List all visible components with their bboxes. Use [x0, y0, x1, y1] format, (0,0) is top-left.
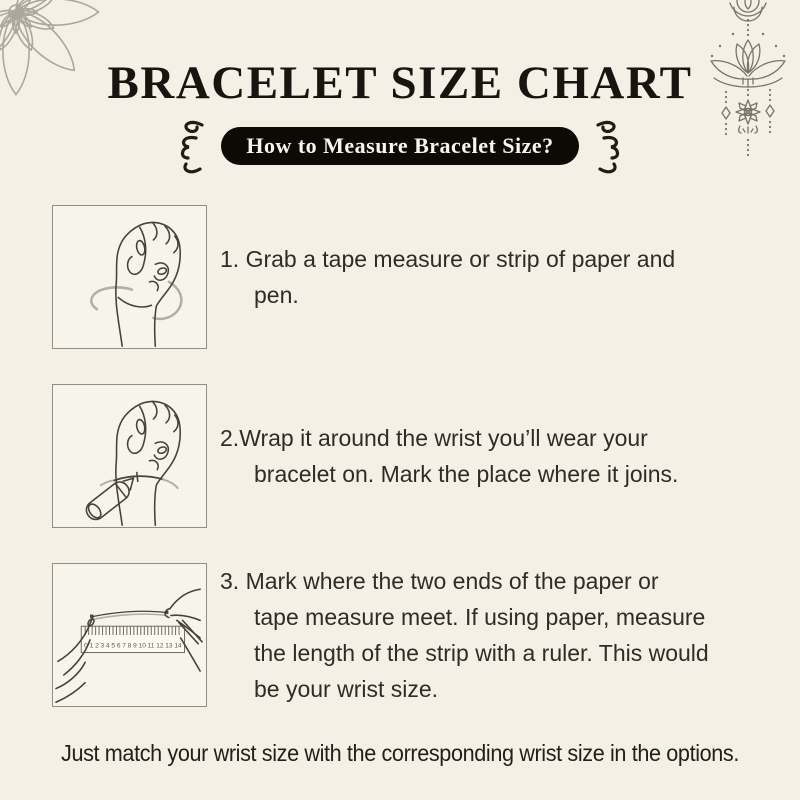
- flourish-left-icon: [172, 117, 208, 175]
- fist-with-arrow-illustration: [54, 207, 205, 347]
- ruler: [81, 626, 184, 652]
- hands-with-ruler-illustration: [54, 565, 205, 705]
- moon-and-leaf-icon: [730, 0, 766, 21]
- footer-note: Just match your wrist size with the corresponding wrist size in the options.: [61, 740, 739, 766]
- fist-with-marker-illustration: [54, 386, 205, 526]
- step-3-illustration-box: [52, 563, 207, 707]
- step-1-number: 1.: [220, 246, 246, 272]
- step-3-text: [220, 563, 709, 707]
- step-1-text: [220, 241, 675, 313]
- ruler-numbers: 0 1 2 3 4 5 6 7 8 9 10 11 12 13 14: [84, 643, 183, 650]
- paper-strip: [90, 611, 168, 620]
- step-1-line-1: Grab a tape measure or strip of paper and: [245, 246, 676, 272]
- step-1-illustration-box: [52, 205, 207, 349]
- step-2-line-1: Wrap it around the wrist you’ll wear your: [239, 425, 648, 451]
- step-3-line-3: the length of the strip with a ruler. This would: [254, 640, 709, 666]
- fist-sketch: [116, 401, 180, 525]
- page-title: BRACELET SIZE CHART: [107, 57, 693, 109]
- subtitle-row: [0, 117, 800, 175]
- step-2-illustration-box: [52, 384, 207, 528]
- step-2-row: [52, 384, 709, 528]
- step-2-number: 2.: [220, 425, 240, 451]
- step-1-row: [52, 205, 709, 349]
- step-2-line-2: bracelet on. Mark the place where it joins.: [254, 461, 679, 487]
- steps-list: [52, 205, 709, 707]
- step-3-line-1: Mark where the two ends of the paper or: [245, 568, 659, 594]
- subtitle-badge: How to Measure Bracelet Size?: [221, 127, 578, 165]
- flourish-right-icon: [592, 117, 628, 175]
- step-3-number: 3.: [220, 568, 246, 594]
- step-2-text: [220, 420, 678, 492]
- step-3-line-4: be your wrist size.: [254, 676, 439, 702]
- step-1-line-2: pen.: [254, 282, 299, 308]
- step-3-line-2: tape measure meet. If using paper, measure: [254, 604, 706, 630]
- step-3-row: [52, 563, 709, 707]
